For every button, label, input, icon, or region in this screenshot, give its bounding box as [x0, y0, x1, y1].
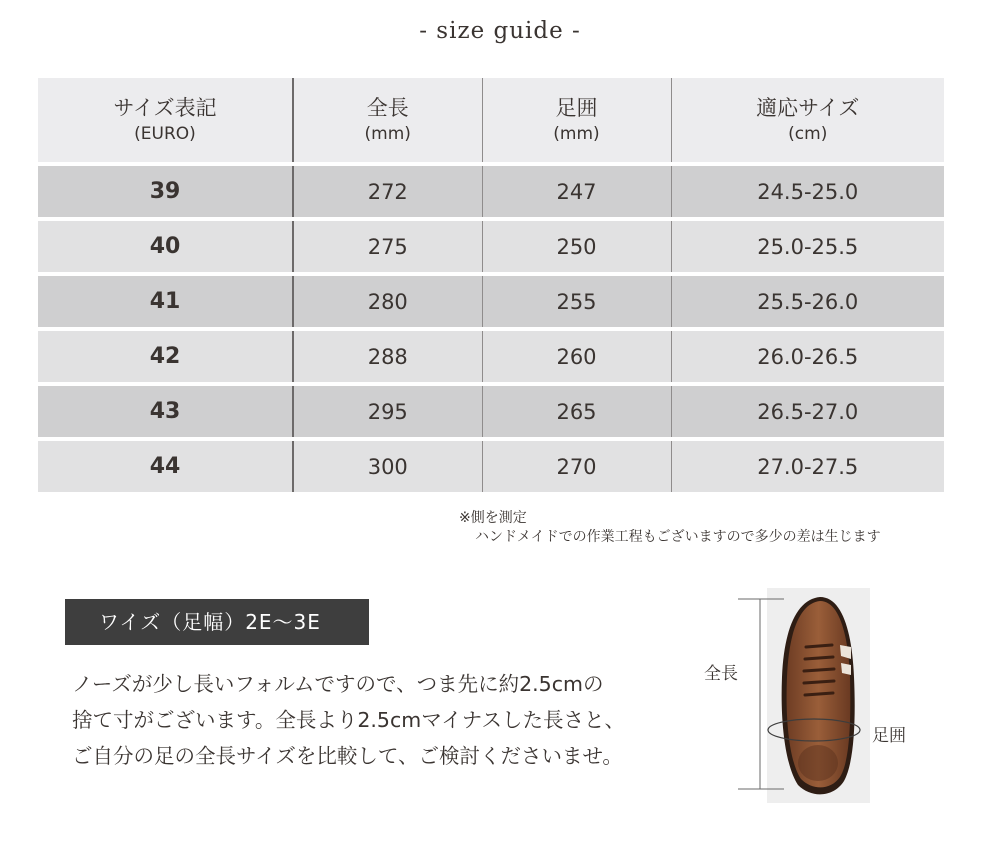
header-length: [293, 78, 482, 164]
header-label: 適応サイズ: [756, 95, 860, 120]
description-line: 捨て寸がございます。全長より2.5cmマイナスした長さと、: [72, 708, 625, 732]
measurement-note: [459, 509, 881, 547]
table-row: [38, 219, 944, 274]
table-row: [38, 384, 944, 439]
fit-size-cell: 25.5-26.0: [671, 274, 944, 329]
header-fit-size: [671, 78, 944, 164]
fit-size-cell: 26.5-27.0: [671, 384, 944, 439]
header-label: サイズ表記: [113, 95, 217, 120]
header-label: 足囲: [555, 95, 598, 120]
table-row: [38, 329, 944, 384]
fit-size-cell: 24.5-25.0: [671, 164, 944, 219]
euro-size-cell: 39: [38, 164, 293, 219]
header-label: 全長: [366, 95, 409, 120]
length-cell: 280: [293, 274, 482, 329]
page-title: - size guide -: [419, 18, 581, 44]
header-unit: (cm): [788, 123, 828, 144]
header-girth: [482, 78, 671, 164]
header-unit: (EURO): [134, 123, 196, 144]
girth-cell: 260: [482, 329, 671, 384]
table-row: [38, 274, 944, 329]
fit-size-cell: 25.0-25.5: [671, 219, 944, 274]
euro-size-cell: 42: [38, 329, 293, 384]
length-dimension-label: 全長: [704, 664, 738, 684]
size-description: [72, 666, 712, 774]
girth-dimension-label: 足囲: [872, 726, 906, 746]
header-unit: (mm): [364, 123, 411, 144]
table-header-row: [38, 78, 944, 164]
length-cell: 295: [293, 384, 482, 439]
description-line: ご自分の足の全長サイズを比較して、ご検討くださいませ。: [72, 744, 623, 768]
header-euro: [38, 78, 293, 164]
shoe-measurement-figure: [700, 585, 930, 805]
shoe-illustration: [700, 585, 930, 805]
table-row: [38, 439, 944, 492]
length-cell: 272: [293, 164, 482, 219]
size-table: [38, 78, 944, 492]
euro-size-cell: 41: [38, 274, 293, 329]
fit-size-cell: 27.0-27.5: [671, 439, 944, 492]
euro-size-cell: 40: [38, 219, 293, 274]
description-line: ノーズが少し長いフォルムですので、つま先に約2.5cmの: [72, 672, 604, 696]
euro-size-cell: 44: [38, 439, 293, 492]
width-banner: ワイズ（足幅）2E〜3E: [65, 599, 369, 645]
header-unit: (mm): [553, 123, 600, 144]
girth-cell: 250: [482, 219, 671, 274]
girth-cell: 265: [482, 384, 671, 439]
table-row: [38, 164, 944, 219]
girth-cell: 247: [482, 164, 671, 219]
note-line: ※側を測定: [459, 510, 527, 526]
girth-cell: 270: [482, 439, 671, 492]
length-cell: 300: [293, 439, 482, 492]
length-cell: 275: [293, 219, 482, 274]
note-line: ハンドメイドでの作業工程もございますので多少の差は生じます: [475, 529, 881, 545]
fit-size-cell: 26.0-26.5: [671, 329, 944, 384]
girth-cell: 255: [482, 274, 671, 329]
euro-size-cell: 43: [38, 384, 293, 439]
length-cell: 288: [293, 329, 482, 384]
